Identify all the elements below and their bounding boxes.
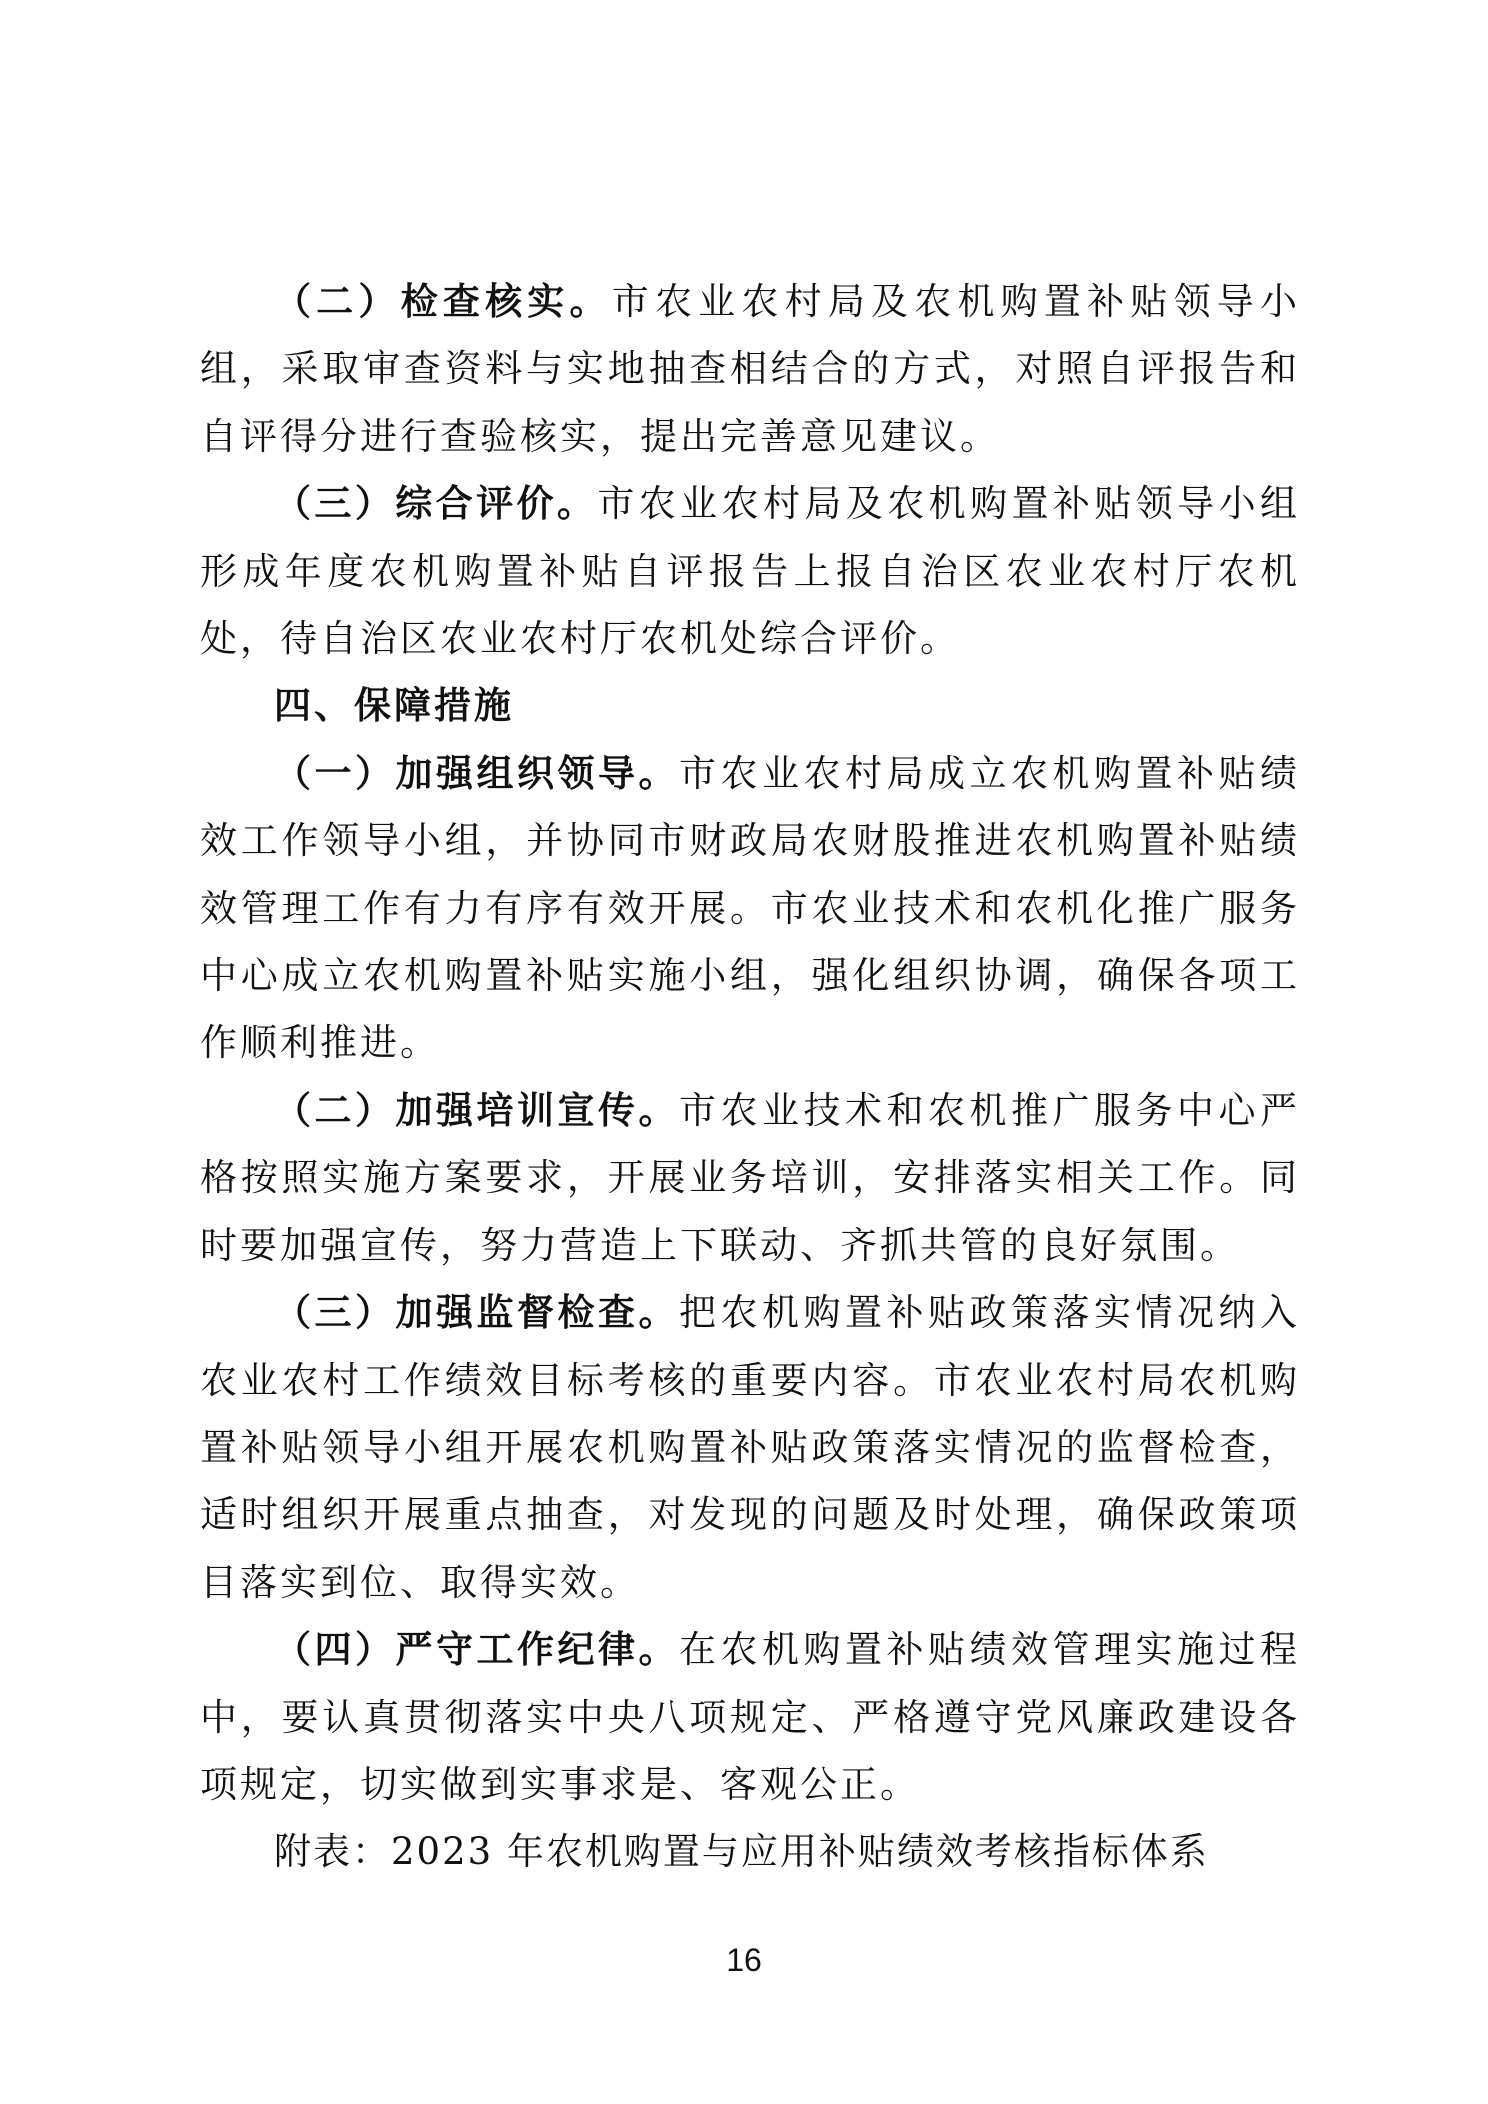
measure-supervision [200, 1279, 1300, 1616]
measure-text: 把农机购置补贴政策落实情况纳入农业农村工作绩效目标考核的重要内容。市农业农村局农机购置补贴领导小组开展农机购置补贴政策落实情况的监督检查，适时组织开展重点抽查，对发现的问题及时处理，确保政策项目落实到位、取得实效。 [200, 1291, 1300, 1604]
paragraph-inspection [200, 268, 1300, 470]
measure-lead: （二）加强培训宣传。 [274, 1087, 679, 1132]
measure-organization [200, 740, 1300, 1077]
measure-lead: （一）加强组织领导。 [274, 750, 679, 795]
section-heading: 四、保障措施 [274, 684, 514, 728]
attachment-note: 附表：2023 年农机购置与应用补贴绩效考核指标体系 [274, 1830, 1209, 1874]
measure-lead: （四）严守工作纪律。 [274, 1627, 679, 1672]
page-number: 16 [726, 1942, 762, 1978]
document-body [200, 268, 1300, 1886]
measure-training [200, 1077, 1300, 1279]
measure-text: 市农业农村局成立农机购置补贴绩效工作领导小组，并协同市财政局农财股推进农机购置补贴绩效管理工作有力有序有效开展。市农业技术和农机化推广服务中心成立农机购置补贴实施小组，强化组织协调，确保各项工作顺利推进。 [200, 751, 1300, 1065]
paragraph-text: 市农业农村局及农机购置补贴领导小组，采取审查资料与实地抽查相结合的方式，对照自评报告和自评得分进行查验核实，提出完善意见建议。 [200, 280, 1301, 458]
measure-lead: （三）加强监督检查。 [274, 1290, 679, 1335]
measure-text: 市农业技术和农机推广服务中心严格按照实施方案要求，开展业务培训，安排落实相关工作。同时要加强宣传，努力营造上下联动、齐抓共管的良好氛围。 [200, 1088, 1300, 1267]
measure-text: 在农机购置补贴绩效管理实施过程中，要认真贯彻落实中央八项规定、严格遵守党风廉政建设各项规定，切实做到实事求是、客观公正。 [200, 1628, 1300, 1806]
measure-discipline [200, 1616, 1300, 1818]
paragraph-text: 市农业农村局及农机购置补贴领导小组形成年度农机购置补贴自评报告上报自治区农业农村厅农机处，待自治区农业农村厅农机处综合评价。 [200, 482, 1301, 661]
paragraph-lead: （三）综合评价。 [274, 481, 598, 526]
paragraph-evaluation [200, 470, 1300, 672]
paragraph-lead: （二）检查核实。 [274, 279, 612, 323]
